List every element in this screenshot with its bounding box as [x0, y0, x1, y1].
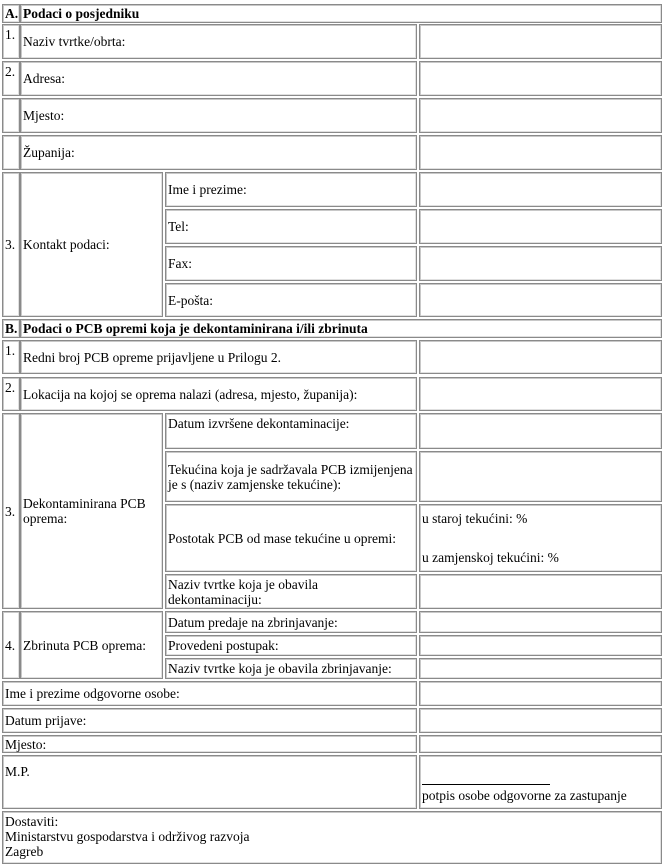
location-field[interactable]	[419, 377, 662, 411]
phone-field[interactable]	[419, 209, 662, 244]
contact-name-label: Ime i prezime:	[165, 172, 417, 207]
fax-label: Fax:	[165, 246, 417, 281]
section-a-letter: A.	[2, 4, 20, 23]
company-name-label: Naziv tvrtke/obrta:	[20, 24, 417, 59]
disposal-company-label: Naziv tvrtke koja je obavila zbrinjavanje:	[165, 658, 417, 679]
disposal-date-field[interactable]	[419, 611, 662, 633]
phone-label: Tel:	[165, 209, 417, 244]
row-number: 3.	[2, 172, 20, 317]
email-field[interactable]	[419, 283, 662, 317]
replacement-fluid-field[interactable]	[419, 451, 662, 502]
place-field[interactable]	[419, 735, 662, 753]
procedure-label: Provedeni postupak:	[165, 635, 417, 656]
row-number: 1.	[2, 24, 20, 59]
city-field[interactable]	[419, 98, 662, 133]
report-date-field[interactable]	[419, 708, 662, 733]
contact-name-field[interactable]	[419, 172, 662, 207]
disposal-company-field[interactable]	[419, 658, 662, 679]
decontamination-date-label: Datum izvršene dekontaminacije:	[165, 413, 417, 449]
deliver-to-block	[2, 811, 662, 864]
county-field[interactable]	[419, 135, 662, 170]
company-name-field[interactable]	[419, 24, 662, 59]
responsible-person-label: Ime i prezime odgovorne osobe:	[2, 681, 417, 706]
row-number: 2.	[2, 61, 20, 96]
section-b-title: Podaci o PCB opremi koja je dekontaminirana i/ili zbrinuta	[20, 319, 662, 338]
contact-label: Kontakt podaci:	[20, 172, 163, 317]
row-number: 1.	[2, 340, 20, 374]
deliver-to-city: Zagreb	[5, 844, 44, 859]
equipment-number-field[interactable]	[419, 340, 662, 374]
pcb-percentage-field[interactable]	[419, 504, 662, 572]
decontamination-company-label: Naziv tvrtke koja je obavila dekontaminaciju:	[165, 574, 417, 609]
report-date-label: Datum prijave:	[2, 708, 417, 733]
decontaminated-label: Dekontaminirana PCB oprema:	[20, 413, 163, 609]
row-number	[2, 135, 20, 170]
stamp-label: M.P.	[2, 755, 417, 809]
pcb-percentage-label: Postotak PCB od mase tekućine u opremi:	[165, 504, 417, 572]
section-a-title: Podaci o posjedniku	[20, 4, 662, 23]
fax-field[interactable]	[419, 246, 662, 281]
signature-caption: potpis osobe odgovorne za zastupanje	[422, 788, 627, 803]
disposal-date-label: Datum predaje na zbrinjavanje:	[165, 611, 417, 633]
address-field[interactable]	[419, 61, 662, 96]
decontamination-date-field[interactable]	[419, 413, 662, 449]
percent-old-fluid: u staroj tekućini: %	[422, 511, 528, 526]
percent-new-fluid: u zamjenskoj tekućini: %	[422, 550, 559, 565]
signature-line	[422, 784, 550, 785]
place-label: Mjesto:	[2, 735, 417, 753]
row-number: 3.	[2, 413, 20, 609]
replacement-fluid-label: Tekućina koja je sadržavala PCB izmijenjena je s (naziv zamjenske tekućine):	[165, 451, 417, 502]
equipment-number-label: Redni broj PCB opreme prijavljene u Prilogu 2.	[20, 340, 417, 374]
email-label: E-pošta:	[165, 283, 417, 317]
procedure-field[interactable]	[419, 635, 662, 656]
address-label: Adresa:	[20, 61, 417, 96]
county-label: Županija:	[20, 135, 417, 170]
decontamination-company-field[interactable]	[419, 574, 662, 609]
signature-field[interactable]	[419, 755, 662, 809]
disposed-label: Zbrinuta PCB oprema:	[20, 611, 163, 679]
deliver-to-ministry: Ministarstvu gospodarstva i održivog razvoja	[5, 829, 250, 844]
section-b-letter: B.	[2, 319, 20, 338]
row-number: 2.	[2, 377, 20, 411]
row-number	[2, 98, 20, 133]
responsible-person-field[interactable]	[419, 681, 662, 706]
row-number: 4.	[2, 611, 20, 679]
location-label: Lokacija na kojoj se oprema nalazi (adresa, mjesto, županija):	[20, 377, 417, 411]
deliver-to-heading: Dostaviti:	[5, 814, 59, 829]
city-label: Mjesto:	[20, 98, 417, 133]
